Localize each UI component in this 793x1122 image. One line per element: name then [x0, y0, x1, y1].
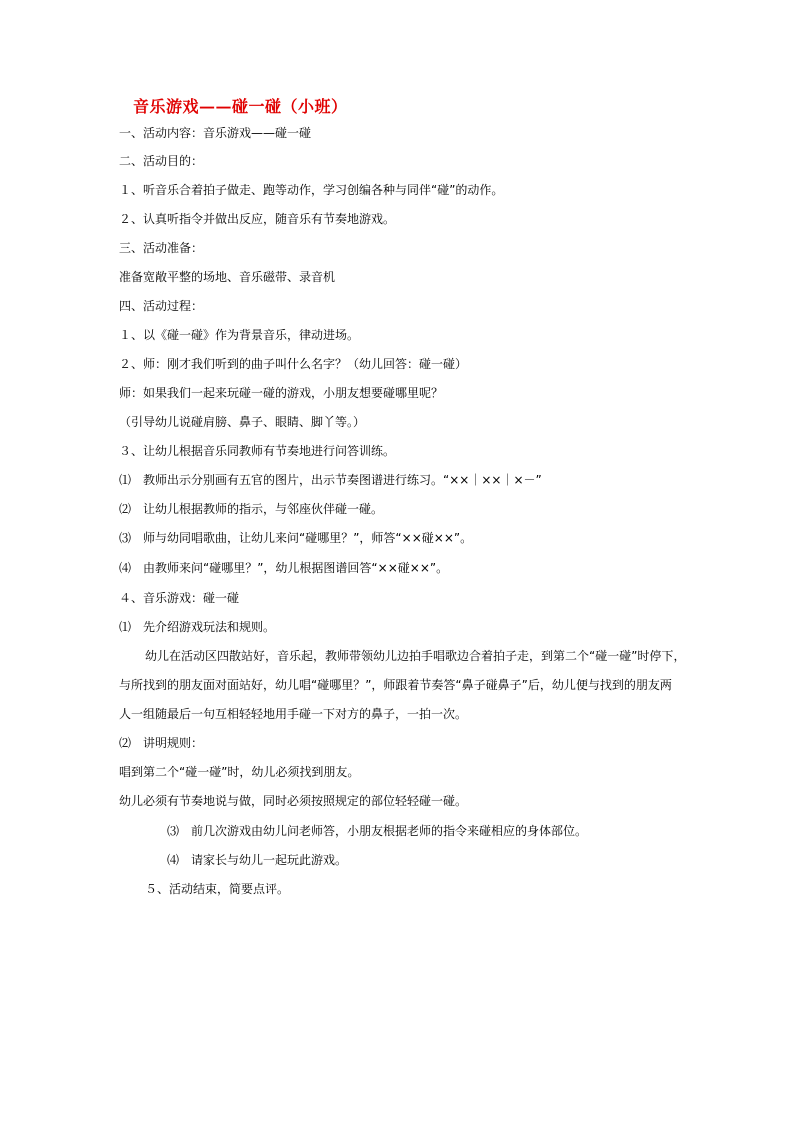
section-heading-preparation: 三、活动准备：	[119, 241, 204, 255]
section-heading-content: 一、活动内容：音乐游戏——碰一碰	[119, 126, 312, 140]
process-step-3-sub-3: ⑶ 师与幼同唱歌曲，让幼儿来问“碰哪里？”，师答“××碰××”。	[119, 531, 473, 545]
game-description-line-2: 与所找到的朋友面对面站好，幼儿唱“碰哪里？”，师跟着节奏答“鼻子碰鼻子”后，幼儿便与找到的朋友两	[119, 678, 672, 692]
process-step-4-sub-3: ⑶ 前几次游戏由幼儿问老师答，小朋友根据老师的指令来碰相应的身体部位。	[167, 824, 588, 838]
purpose-item-1: １、听音乐合着拍子做走、跑等动作，学习创编各种与同伴“碰”的动作。	[119, 183, 504, 197]
game-description-line-1: 幼儿在活动区四散站好，音乐起，教师带领幼儿边拍手唱歌边合着拍子走，到第二个“碰一碰”时停下，	[145, 649, 686, 663]
process-step-2: ２、师：刚才我们听到的曲子叫什么名字？（幼儿回答：碰一碰）	[119, 357, 468, 371]
process-step-1: １、以《碰一碰》作为背景音乐，律动进场。	[119, 328, 360, 342]
process-step-3: ３、让幼儿根据音乐同教师有节奏地进行问答训练。	[119, 444, 396, 458]
process-step-4: ４、音乐游戏：碰一碰	[119, 591, 240, 605]
preparation-text: 准备宽敞平整的场地、音乐磁带、录音机	[119, 270, 336, 284]
process-step-3-sub-1: ⑴ 教师出示分别画有五官的图片，出示节奏图谱进行练习。“××｜××｜×－”	[119, 473, 542, 487]
process-step-3-sub-2: ⑵ 让幼儿根据教师的指示，与邻座伙伴碰一碰。	[119, 502, 384, 516]
document-title: 音乐游戏——碰一碰（小班）	[133, 97, 348, 116]
section-heading-purpose: 二、活动目的：	[119, 154, 204, 168]
game-description-line-3: 人一组随最后一句互相轻轻地用手碰一下对方的鼻子，一拍一次。	[119, 707, 468, 721]
process-step-2-guide: （引导幼儿说碰肩膀、鼻子、眼睛、脚丫等。）	[119, 415, 366, 429]
purpose-item-2: ２、认真听指令并做出反应，随音乐有节奏地游戏。	[119, 212, 396, 226]
process-step-4-sub-1: ⑴ 先介绍游戏玩法和规则。	[119, 620, 276, 634]
section-heading-process: 四、活动过程：	[119, 299, 204, 313]
process-step-2-question: 师：如果我们一起来玩碰一碰的游戏，小朋友想要碰哪里呢？	[119, 386, 444, 400]
rule-2: 幼儿必须有节奏地说与做，同时必须按照规定的部位轻轻碰一碰。	[119, 794, 468, 808]
process-step-5: ５、活动结束，简要点评。	[145, 882, 290, 896]
process-step-3-sub-4: ⑷ 由教师来问“碰哪里？”，幼儿根据图谱回答“××碰××”。	[119, 561, 449, 575]
rule-1: 唱到第二个“碰一碰”时，幼儿必须找到朋友。	[119, 765, 360, 779]
process-step-4-sub-2: ⑵ 讲明规则：	[119, 736, 204, 750]
process-step-4-sub-4: ⑷ 请家长与幼儿一起玩此游戏。	[167, 853, 348, 867]
